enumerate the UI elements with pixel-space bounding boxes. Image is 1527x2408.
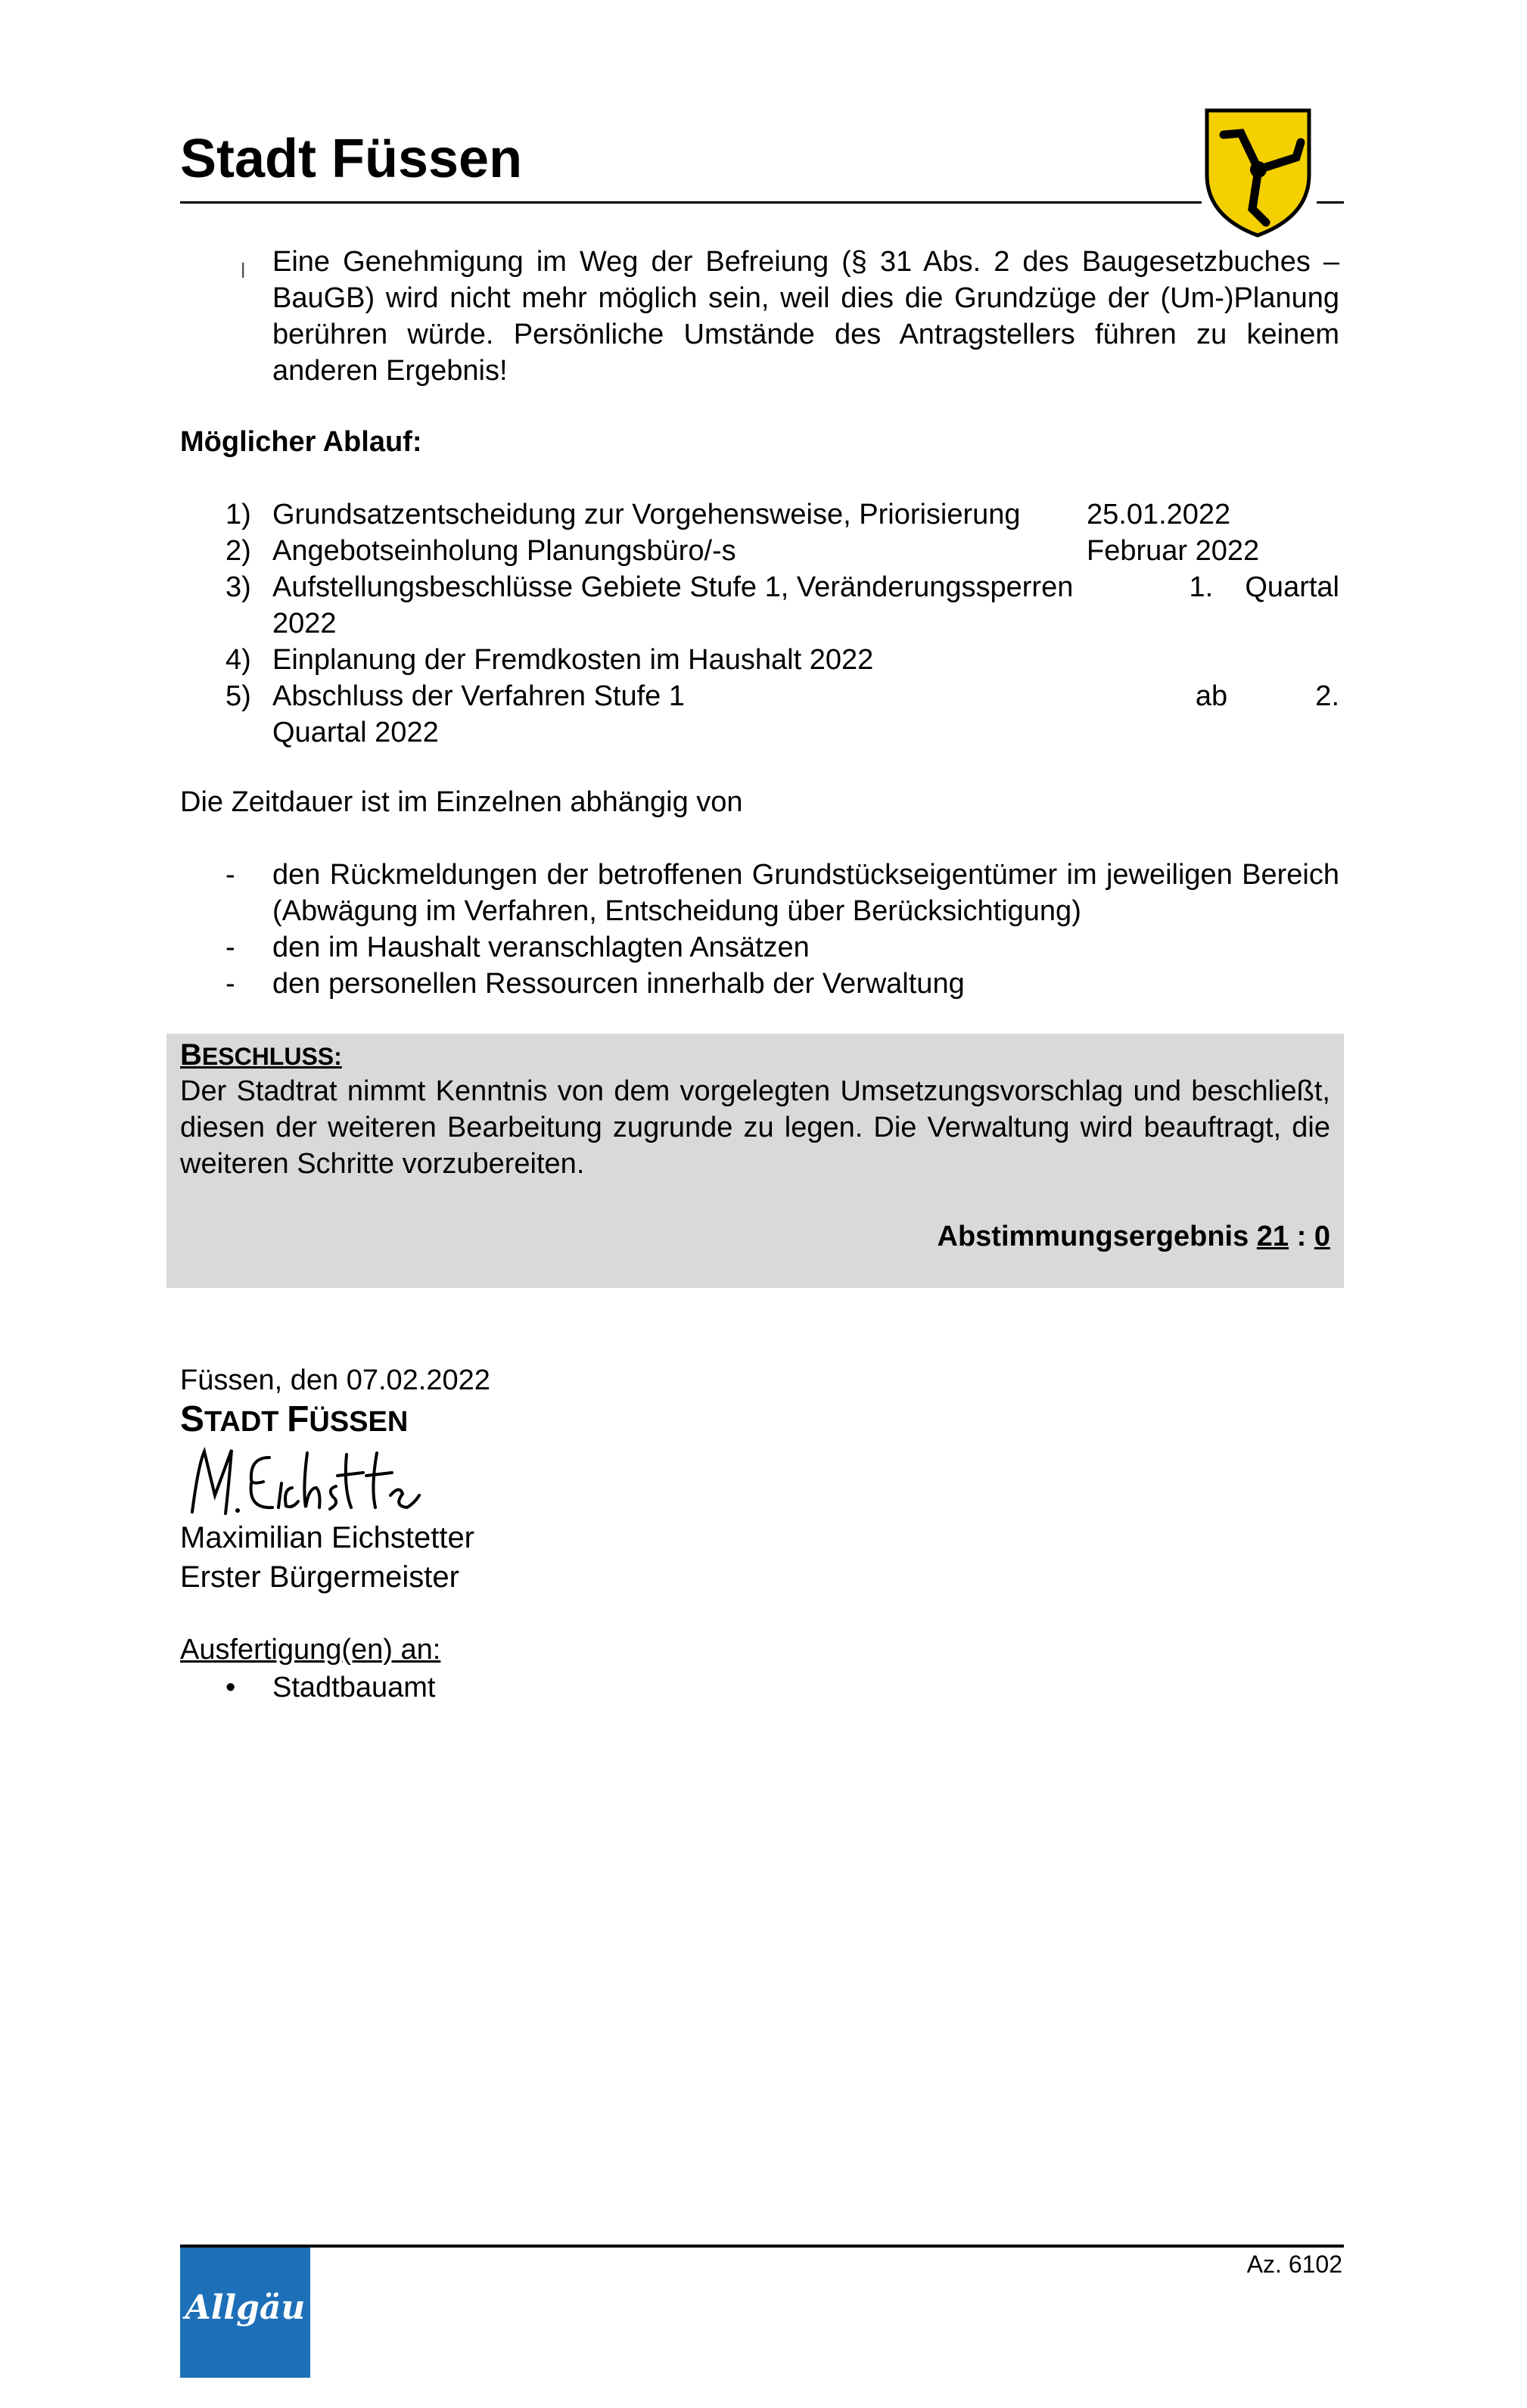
list-item [225, 1669, 435, 1706]
header-rule-right [1317, 201, 1344, 204]
handwritten-signature-icon [179, 1442, 428, 1526]
dependency-text: den personellen Ressourcen innerhalb der Verwaltung [272, 968, 965, 1000]
file-reference: Az. 6102 [1246, 2251, 1342, 2278]
list-bullet: • [225, 1672, 236, 1703]
paragraph-befreiung: Eine Genehmigung im Weg der Befreiung (§ 31 Abs. 2 des Baugesetzbuches – BauGB) wird nicht mehr möglich sein, weil dies die Grundzüge der (Um-)Planung berühren würde. Persönliche Umstände des Antragstellers führen zu keinem anderen Ergebnis! [272, 246, 1339, 387]
step-text: Grundsatzentscheidung zur Vorgehensweise, Priorisierung [272, 499, 1021, 530]
signatory-organisation: STADT FÜSSEN [180, 1399, 409, 1439]
step-text: Angebotseinholung Planungsbüro/-s [272, 535, 736, 567]
list-dash: - [225, 859, 235, 891]
place-date: Füssen, den 07.02.2022 [180, 1364, 490, 1396]
list-item [225, 605, 1339, 642]
step-text: Einplanung der Fremdkosten im Haushalt 2022 [272, 644, 874, 676]
vote-separator: : [1296, 1221, 1307, 1252]
step-number: 1) [225, 499, 251, 530]
vote-label: Abstimmungsergebnis [937, 1221, 1249, 1252]
step-number: 2) [225, 535, 251, 567]
ausfertigung-label: Ausfertigung(en) an: [180, 1634, 441, 1666]
step-date: 1. Quartal [1189, 571, 1339, 603]
step-text: Aufstellungsbeschlüsse Gebiete Stufe 1, Veränderungssperren [272, 571, 1074, 603]
beschluss-text: Der Stadtrat nimmt Kenntnis von dem vorgelegten Umsetzungsvorschlag und beschließt, diesen der weiteren Bearbeitung zugrunde zu legen. Die Verwaltung wird beauftragt, die weiteren Schritte vorzubereiten. [180, 1075, 1330, 1180]
list-dash: - [225, 968, 235, 1000]
step-number: 3) [225, 571, 251, 603]
list-item [225, 678, 1339, 714]
dependency-text: den im Haushalt veranschlagten Ansätzen [272, 932, 810, 963]
vote-result [938, 1218, 1331, 1255]
allgaeu-logo: Allgäu [180, 2248, 310, 2378]
step-continuation: Quartal 2022 [272, 717, 439, 748]
dependency-text: den Rückmeldungen der betroffenen Grundstückseigentümer im jeweiligen Bereich (Abwägung im Verfahren, Entscheidung über Berücksichtigung) [272, 859, 1339, 927]
step-date: 25.01.2022 [1087, 499, 1231, 530]
list-item [225, 569, 1339, 605]
signatory-name: Maximilian Eichstetter [180, 1521, 475, 1554]
list-item [225, 929, 1339, 966]
step-text: Abschluss der Verfahren Stufe 1 [272, 680, 685, 712]
recipient: Stadtbauamt [272, 1672, 436, 1703]
step-continuation: 2022 [272, 608, 337, 639]
step-number: 5) [225, 680, 251, 712]
section-heading-ablauf: Möglicher Ablauf: [180, 426, 422, 458]
list-item [225, 857, 1339, 929]
vote-no: 0 [1314, 1221, 1330, 1252]
zeitdauer-intro: Die Zeitdauer ist im Einzelnen abhängig von [180, 786, 743, 818]
list-dash: - [225, 932, 235, 963]
signatory-role: Erster Bürgermeister [180, 1560, 459, 1594]
list-item [225, 642, 1339, 678]
header-rule [180, 201, 1202, 204]
page-title: Stadt Füssen [180, 129, 523, 189]
list-item [225, 714, 1339, 751]
footer-rule [180, 2245, 1344, 2248]
list-item [225, 496, 1339, 533]
list-item [225, 533, 1339, 569]
step-date: Februar 2022 [1087, 535, 1260, 567]
list-item [225, 966, 1339, 1002]
step-number: 4) [225, 644, 251, 676]
vote-yes: 21 [1256, 1221, 1289, 1252]
beschluss-heading: BESCHLUSS: [180, 1038, 342, 1072]
step-date: ab 2. [1195, 680, 1339, 712]
dependency-list [225, 857, 1339, 1002]
city-crest-icon [1199, 103, 1317, 239]
ablauf-steps [225, 496, 1339, 751]
list-bullet: l [241, 259, 246, 282]
